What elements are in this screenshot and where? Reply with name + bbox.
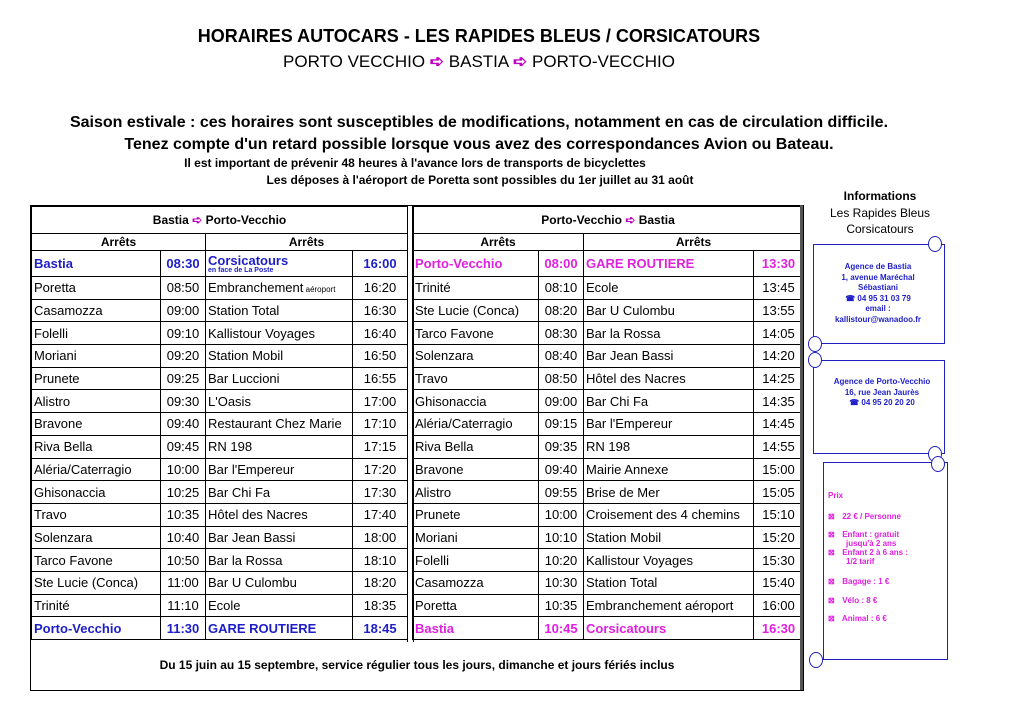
arrow-icon: ➪ <box>192 213 203 227</box>
stop-detail: Kallistour Voyages <box>584 549 754 572</box>
agency-line: Agence de Bastia <box>844 262 912 271</box>
table-row <box>32 390 408 413</box>
scroll-curl-icon <box>808 336 822 352</box>
col-header-stops: Arrêts <box>584 234 804 251</box>
departure-time: 18:10 <box>353 549 408 572</box>
table-row <box>32 277 408 300</box>
departure-time: 18:00 <box>353 526 408 549</box>
departure-time: 09:35 <box>539 435 584 458</box>
stop-detail-main: Embranchement <box>208 280 304 296</box>
price-text: Animal : 6 € <box>840 614 887 623</box>
departure-time: 13:45 <box>754 277 804 300</box>
scroll-curl-icon <box>931 456 945 472</box>
departure-time: 16:00 <box>353 251 408 277</box>
stop-name: Travo <box>413 367 539 390</box>
stop-name: Poretta <box>413 594 539 617</box>
stop-name: Solenzara <box>413 345 539 368</box>
stop-detail: Ecole <box>584 277 754 300</box>
departure-time: 09:45 <box>161 435 206 458</box>
departure-time: 18:35 <box>353 594 408 617</box>
departure-time: 15:00 <box>754 458 804 481</box>
departure-time: 09:15 <box>539 413 584 436</box>
departure-time: 16:00 <box>754 594 804 617</box>
stop-detail: Station Mobil <box>584 526 754 549</box>
stop-detail: Bar Jean Bassi <box>206 526 353 549</box>
stop-detail: Bar Luccioni <box>206 367 353 390</box>
departure-time: 11:30 <box>161 617 206 640</box>
stop-detail: Croisement des 4 chemins <box>584 503 754 526</box>
stop-name: Moriani <box>32 345 161 368</box>
agency-line: 1, avenue Maréchal <box>841 272 915 282</box>
service-note: Du 15 juin au 15 septembre, service régulier tous les jours, dimanche et jours fériés inclus <box>159 658 675 672</box>
agency-line: Sébastiani <box>857 283 898 292</box>
table-row <box>32 458 408 481</box>
price-text: Vélo : 8 € <box>840 596 878 605</box>
stop-detail: Bar la Rossa <box>584 322 754 345</box>
departure-time: 11:10 <box>161 594 206 617</box>
stop-name: Poretta <box>32 277 161 300</box>
stop-name: Aléria/Caterragio <box>32 458 161 481</box>
departure-time: 15:05 <box>754 481 804 504</box>
table-row <box>413 526 804 549</box>
stop-name: Bravone <box>32 413 161 436</box>
departure-time: 10:40 <box>161 526 206 549</box>
stop-detail-sub: aéroport <box>303 285 336 295</box>
stop-name: Travo <box>32 503 161 526</box>
table-row <box>32 594 408 617</box>
departure-time: 09:30 <box>161 390 206 413</box>
stop-detail: Bar U Culombu <box>584 299 754 322</box>
stop-name: Alistro <box>32 390 161 413</box>
stop-detail <box>206 277 353 300</box>
table-row <box>413 549 804 572</box>
departure-time: 10:30 <box>539 571 584 594</box>
table-row <box>413 571 804 594</box>
price-text: Enfant : gratuit <box>840 530 900 539</box>
departure-time: 16:40 <box>353 322 408 345</box>
table-row <box>413 299 804 322</box>
stop-detail: Bar U Culombu <box>206 571 353 594</box>
stop-name: Moriani <box>413 526 539 549</box>
departure-time: 10:35 <box>161 503 206 526</box>
departure-time: 14:45 <box>754 413 804 436</box>
departure-time: 09:10 <box>161 322 206 345</box>
departure-time: 14:35 <box>754 390 804 413</box>
stop-name: Trinité <box>413 277 539 300</box>
agency-line: kallistour@wanadoo.fr <box>834 314 922 324</box>
stop-name: Ste Lucie (Conca) <box>32 571 161 594</box>
table-row <box>413 345 804 368</box>
scroll-curl-icon <box>928 236 942 252</box>
note-bicycles: Il est important de prévenir 48 heures à l'avance lors de transports de bicyclettes <box>184 156 646 170</box>
timetable <box>30 205 804 691</box>
col-header-stops: Arrêts <box>206 234 408 251</box>
departure-time: 16:20 <box>353 277 408 300</box>
departure-time: 10:35 <box>539 594 584 617</box>
stop-detail: GARE ROUTIERE <box>584 251 754 277</box>
stop-name: Solenzara <box>32 526 161 549</box>
info-company: Corsicatours <box>846 222 914 236</box>
table-row <box>413 251 804 277</box>
departure-time: 09:20 <box>161 345 206 368</box>
departure-time: 09:40 <box>539 458 584 481</box>
departure-time: 17:15 <box>353 435 408 458</box>
agency-line: 16, rue Jean Jaurès <box>844 387 920 397</box>
departure-time: 09:00 <box>161 299 206 322</box>
table-row <box>32 571 408 594</box>
stop-detail <box>206 251 353 277</box>
price-text: jusqu'à 2 ans <box>846 539 897 548</box>
stop-detail: Brise de Mer <box>584 481 754 504</box>
table-row <box>32 549 408 572</box>
checkbox-icon: ⊠ <box>828 530 835 539</box>
scroll-curl-icon <box>809 652 823 668</box>
departure-time: 10:45 <box>539 617 584 640</box>
departure-time: 18:20 <box>353 571 408 594</box>
price-item <box>828 530 899 548</box>
price-text: Enfant 2 à 6 ans : <box>840 548 909 557</box>
table-row <box>32 322 408 345</box>
table-row <box>413 277 804 300</box>
stop-detail: Bar Chi Fa <box>206 481 353 504</box>
table-row <box>413 503 804 526</box>
stop-detail: Bar Chi Fa <box>584 390 754 413</box>
table-row <box>32 435 408 458</box>
stop-detail: Bar Jean Bassi <box>584 345 754 368</box>
table-row <box>413 367 804 390</box>
table-row <box>413 594 804 617</box>
departure-time: 08:40 <box>539 345 584 368</box>
stop-detail-main: Corsicatours <box>208 252 289 268</box>
departure-time: 10:20 <box>539 549 584 572</box>
price-item <box>828 548 908 566</box>
departure-time: 18:45 <box>353 617 408 640</box>
stop-name: Folelli <box>32 322 161 345</box>
departure-time: 08:00 <box>539 251 584 277</box>
table-row <box>32 481 408 504</box>
table-row <box>32 299 408 322</box>
stop-detail: Embranchement aéroport <box>584 594 754 617</box>
departure-time: 17:20 <box>353 458 408 481</box>
table-row <box>413 322 804 345</box>
departure-time: 16:30 <box>754 617 804 640</box>
departure-time: 09:00 <box>539 390 584 413</box>
stop-detail: Station Total <box>206 299 353 322</box>
stop-detail: Kallistour Voyages <box>206 322 353 345</box>
arrow-icon: ➪ <box>625 213 636 227</box>
arrow-icon: ➪ <box>429 52 445 71</box>
scroll-curl-icon <box>808 352 822 368</box>
stop-name: Ste Lucie (Conca) <box>413 299 539 322</box>
price-item <box>828 596 877 605</box>
table-shadow <box>800 205 803 690</box>
note-delay: Tenez compte d'un retard possible lorsque vous avez des correspondances Avion ou Bateau. <box>124 136 834 153</box>
departure-time: 08:30 <box>161 251 206 277</box>
route-c: PORTO-VECCHIO <box>532 52 675 71</box>
table-row <box>32 251 408 277</box>
info-title: Informations <box>843 189 917 203</box>
stop-name: Riva Bella <box>32 435 161 458</box>
agency-line: ☎ 04 95 31 03 79 <box>845 293 911 303</box>
stop-detail: Hôtel des Nacres <box>584 367 754 390</box>
departure-time: 14:25 <box>754 367 804 390</box>
stop-detail: Ecole <box>206 594 353 617</box>
col-header-stops: Arrêts <box>413 234 584 251</box>
checkbox-icon: ⊠ <box>828 596 835 605</box>
price-text: Bagage : 1 € <box>840 577 890 586</box>
direction-header: Porto-Vecchio ➪ Bastia <box>413 207 804 234</box>
departure-time: 15:10 <box>754 503 804 526</box>
stop-name: Bravone <box>413 458 539 481</box>
price-title: Prix <box>828 491 844 500</box>
departure-time: 17:10 <box>353 413 408 436</box>
price-text: 22 € / Personne <box>840 512 901 521</box>
stop-name: Tarco Favone <box>413 322 539 345</box>
price-item <box>828 512 901 521</box>
stop-name: Ghisonaccia <box>32 481 161 504</box>
departure-time: 14:55 <box>754 435 804 458</box>
table-row <box>32 617 408 640</box>
agency-porto-vecchio <box>818 377 946 409</box>
stop-name: Ghisonaccia <box>413 390 539 413</box>
timetable-porto-vecchio-bastia <box>412 206 804 640</box>
departure-time: 13:30 <box>754 251 804 277</box>
departure-time: 08:10 <box>539 277 584 300</box>
stop-name: Porto-Vecchio <box>413 251 539 277</box>
note-season: Saison estivale : ces horaires sont susceptibles de modifications, notamment en cas de circulation difficile. <box>69 114 889 131</box>
stop-name: Bastia <box>413 617 539 640</box>
stop-detail: L'Oasis <box>206 390 353 413</box>
agency-line: Agence de Porto-Vecchio <box>833 377 931 386</box>
stop-detail: Bar l'Empereur <box>206 458 353 481</box>
agency-line: ☎ 04 95 20 20 20 <box>849 398 915 407</box>
table-row <box>32 503 408 526</box>
stop-detail: RN 198 <box>584 435 754 458</box>
stop-detail: Bar la Rossa <box>206 549 353 572</box>
table-row <box>413 413 804 436</box>
departure-time: 16:55 <box>353 367 408 390</box>
table-row <box>413 481 804 504</box>
stop-name: Riva Bella <box>413 435 539 458</box>
stop-detail: Station Total <box>584 571 754 594</box>
stop-name: Bastia <box>32 251 161 277</box>
checkbox-icon: ⊠ <box>828 577 835 586</box>
departure-time: 10:50 <box>161 549 206 572</box>
departure-time: 13:55 <box>754 299 804 322</box>
departure-time: 10:10 <box>539 526 584 549</box>
stop-detail: GARE ROUTIERE <box>206 617 353 640</box>
page-title: HORAIRES AUTOCARS - LES RAPIDES BLEUS / CORSICATOURS <box>197 26 761 46</box>
table-row <box>413 617 804 640</box>
agency-bastia <box>818 262 938 325</box>
checkbox-icon: ⊠ <box>828 548 835 557</box>
stop-detail: Hôtel des Nacres <box>206 503 353 526</box>
departure-time: 14:20 <box>754 345 804 368</box>
stop-detail: Restaurant Chez Marie <box>206 413 353 436</box>
stop-name: Trinité <box>32 594 161 617</box>
departure-time: 10:00 <box>161 458 206 481</box>
departure-time: 14:05 <box>754 322 804 345</box>
table-row <box>413 390 804 413</box>
stop-detail: Mairie Annexe <box>584 458 754 481</box>
table-row <box>413 435 804 458</box>
stop-detail: Corsicatours <box>584 617 754 640</box>
timetable-bastia-porto-vecchio <box>31 206 408 640</box>
stop-name: Prunete <box>413 503 539 526</box>
table-row <box>32 413 408 436</box>
agency-line: email : <box>865 304 891 313</box>
stop-detail: Station Mobil <box>206 345 353 368</box>
departure-time: 09:40 <box>161 413 206 436</box>
departure-time: 08:20 <box>539 299 584 322</box>
stop-name: Casamozza <box>413 571 539 594</box>
departure-time: 08:50 <box>539 367 584 390</box>
departure-time: 11:00 <box>161 571 206 594</box>
departure-time: 09:25 <box>161 367 206 390</box>
stop-name: Prunete <box>32 367 161 390</box>
route-a: PORTO VECCHIO <box>283 52 426 71</box>
stop-name: Alistro <box>413 481 539 504</box>
info-company: Les Rapides Bleus <box>829 206 931 220</box>
direction-header: Bastia ➪ Porto-Vecchio <box>32 207 408 234</box>
departure-time: 17:30 <box>353 481 408 504</box>
departure-time: 17:00 <box>353 390 408 413</box>
col-header-stops: Arrêts <box>32 234 206 251</box>
arrow-icon: ➪ <box>513 52 528 71</box>
stop-detail: RN 198 <box>206 435 353 458</box>
table-row <box>32 367 408 390</box>
stop-name: Casamozza <box>32 299 161 322</box>
departure-time: 08:50 <box>161 277 206 300</box>
stop-name: Aléria/Caterragio <box>413 413 539 436</box>
departure-time: 16:30 <box>353 299 408 322</box>
table-row <box>32 526 408 549</box>
departure-time: 09:55 <box>539 481 584 504</box>
checkbox-icon: ⊠ <box>828 512 835 521</box>
checkbox-icon: ⊠ <box>828 614 835 623</box>
stop-name: Folelli <box>413 549 539 572</box>
table-row <box>413 458 804 481</box>
price-item <box>828 577 889 586</box>
route-subtitle <box>0 52 958 72</box>
departure-time: 17:40 <box>353 503 408 526</box>
price-item <box>828 614 887 623</box>
stop-name: Tarco Favone <box>32 549 161 572</box>
departure-time: 16:50 <box>353 345 408 368</box>
table-row <box>32 345 408 368</box>
departure-time: 10:25 <box>161 481 206 504</box>
price-text: 1/2 tarif <box>846 557 875 566</box>
stop-name: Porto-Vecchio <box>32 617 161 640</box>
departure-time: 08:30 <box>539 322 584 345</box>
departure-time: 15:20 <box>754 526 804 549</box>
stop-detail-sub: en face de La Poste <box>208 266 274 274</box>
departure-time: 15:40 <box>754 571 804 594</box>
route-b: BASTIA <box>448 52 509 71</box>
stop-detail: Bar l'Empereur <box>584 413 754 436</box>
departure-time: 10:00 <box>539 503 584 526</box>
note-airport: Les déposes à l'aéroport de Poretta sont possibles du 1er juillet au 31 août <box>266 173 694 187</box>
departure-time: 15:30 <box>754 549 804 572</box>
